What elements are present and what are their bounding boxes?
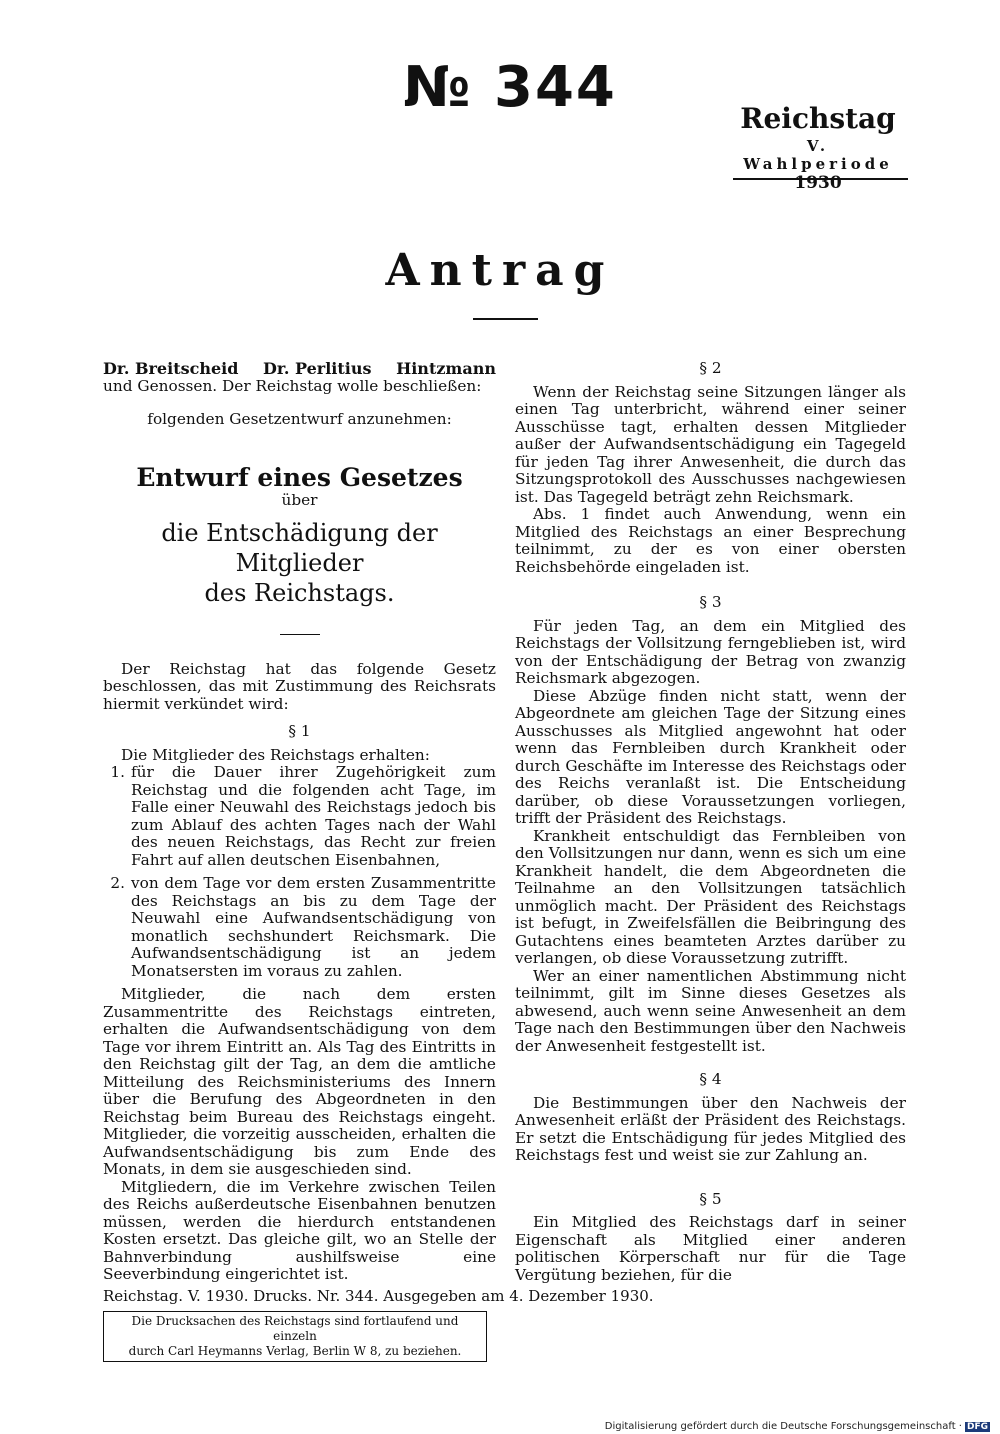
paragraph: Diese Abzüge finden nicht statt, wenn der Abgeordnete am gleichen Tage der Sitzung eines Ausschusses als Mitglied angewohnt hat oder wenn das Fernbleiben durch Krankheit oder durch Geschäfte im Interesse des Reichstags oder des Reichs veranlaßt ist. Die Entscheidung darüber, ob diese Voraussetzungen vorliegen, trifft der Präsident des Reichstags. bbox=[515, 686, 906, 827]
digitization-credit-text: Digitalisierung gefördert durch die Deutsche Forschungsgemeinschaft · bbox=[604, 1421, 962, 1432]
section-heading: § 3 bbox=[699, 593, 722, 611]
sponsor-name: Hintzmann bbox=[396, 359, 496, 378]
paragraph: Mitglieder, die nach dem ersten Zusammentritte des Reichstags eintreten, erhalten die Aufwandsentschädigung von dem Tage vor ihrem Eintritt an. Als Tag des Eintritts in den Reichstag gilt der Tag, an dem die amtliche Mitteilung des Reichsministeriums des Innern über die Berufung des Abgeordneten in den Reichstag beim Bureau des Reichstags eingeht. Mitglieder, die vorzeitig ausscheiden, erhalten die Aufwandsentschädigung bis zum Ende des Monats, in dem sie ausgeschieden sind. bbox=[103, 985, 496, 1178]
law-subject-line-1: die Entschädigung der Mitglieder bbox=[161, 518, 438, 577]
paragraph: Für jeden Tag, an dem ein Mitglied des Reichstags der Vollsitzung ferngeblieben ist, wird von der Entschädigung der Betrag von zwanzig Reichsmark abgezogen. bbox=[515, 616, 906, 687]
preamble: Der Reichstag hat das folgende Gesetz beschlossen, das mit Zustimmung des Reichsrats hiermit verkündet wird: bbox=[103, 659, 496, 713]
election-period: V. Wahlperiode bbox=[743, 137, 893, 173]
list-number: 2. bbox=[110, 874, 125, 892]
reichstag-title: Reichstag bbox=[740, 102, 896, 135]
document-number: № 344 bbox=[403, 55, 617, 120]
section-heading: § 2 bbox=[699, 359, 722, 377]
list-text: von dem Tage vor dem ersten Zusammentritte des Reichstags an bis zu dem Tage der Neuwahl eine Aufwandsentschädigung von monatlich sechshundert Reichsmark. Die Aufwandsentschädigung ist an jedem Monatsersten im voraus zu zahlen. bbox=[131, 874, 496, 980]
divider bbox=[280, 634, 320, 635]
list-item bbox=[103, 764, 496, 869]
paragraph: Ein Mitglied des Reichstags darf in seiner Eigenschaft als Mitglied einer anderen politischen Körperschaft nur für die Tage Vergütung beziehen, für die bbox=[515, 1213, 906, 1284]
sponsor-list bbox=[103, 360, 496, 378]
list-number: 1. bbox=[110, 763, 125, 781]
page-title: Antrag bbox=[385, 245, 615, 296]
publisher-notice-line-2: durch Carl Heymanns Verlag, Berlin W 8, zu beziehen. bbox=[128, 1344, 462, 1358]
title-rule bbox=[473, 318, 538, 320]
sponsor-name: Dr. Perlitius bbox=[263, 359, 372, 378]
sponsor-name: Dr. Breitscheid bbox=[103, 359, 239, 378]
list-item bbox=[103, 875, 496, 980]
paragraph: Die Bestimmungen über den Nachweis der Anwesenheit erläßt der Präsident des Reichstags. Er setzt die Entschädigung für jedes Mitglied des Reichstags fest und weist sie zur Zahlung an. bbox=[515, 1093, 906, 1164]
right-column bbox=[515, 360, 906, 1284]
left-column bbox=[103, 360, 496, 1284]
paragraph: Abs. 1 findet auch Anwendung, wenn ein Mitglied des Reichstags an einer Besprechung teilnimmt, zu der es von einer obersten Reichsbehörde eingeladen ist. bbox=[515, 505, 906, 576]
paragraph: Krankheit entschuldigt das Fernbleiben von den Vollsitzungen nur dann, wenn es sich um eine Krankheit handelt, die dem Abgeordneten die Teilnahme an den Vollsitzungen tatsächlich unmöglich macht. Der Präsident des Reichstags ist befugt, in Zweifelsfällen die Beibringung des Gutachtens eines beamteten Arztes darüber zu verlangen, ob diese Voraussetzung zutrifft. bbox=[515, 826, 906, 967]
print-info: Reichstag. V. 1930. Drucks. Nr. 344. Ausgegeben am 4. Dezember 1930. bbox=[103, 1287, 654, 1305]
year: 1930 bbox=[794, 173, 842, 193]
draft-title: Entwurf eines Gesetzes bbox=[136, 462, 463, 492]
digitization-credit bbox=[605, 1421, 990, 1432]
paragraph: Mitgliedern, die im Verkehre zwischen Teilen des Reichs außerdeutsche Eisenbahnen benutzen müssen, werden die hierdurch entstandenen Kosten ersetzt. Das gleiche gilt, wo an Stelle der Bahnverbindung aushilfsweise eine Seeverbindung eingerichtet ist. bbox=[103, 1177, 496, 1283]
dfg-logo: DFG bbox=[966, 1422, 988, 1432]
header-rule bbox=[733, 178, 908, 180]
section-heading: § 1 bbox=[288, 722, 311, 740]
law-subject-line-2: des Reichstags. bbox=[204, 578, 395, 607]
motion-text: folgenden Gesetzentwurf anzunehmen: bbox=[147, 410, 452, 428]
section-intro: Die Mitglieder des Reichstags erhalten: bbox=[121, 745, 430, 764]
ueber-text: über bbox=[281, 491, 318, 509]
list-text: für die Dauer ihrer Zugehörigkeit zum Reichstag und die folgenden acht Tage, im Falle einer Neuwahl des Reichstags jedoch bis zum Ablauf des achten Tages nach der Wahl des neuen Reichstags, das Recht zur freien Fahrt auf allen deutschen Eisenbahnen, bbox=[131, 763, 496, 869]
paragraph: Wer an einer namentlichen Abstimmung nicht teilnimmt, gilt im Sinne dieses Gesetzes als abwesend, auch wenn seine Anwesenheit an dem Tage nach den Bestimmungen über den Nachweis der Anwesenheit festgestellt ist. bbox=[515, 966, 906, 1055]
section-heading: § 5 bbox=[699, 1189, 722, 1208]
publisher-notice bbox=[103, 1311, 487, 1362]
intro-text: und Genossen. Der Reichstag wolle beschließen: bbox=[103, 376, 482, 395]
section-heading: § 4 bbox=[699, 1070, 722, 1088]
publisher-notice-line-1: Die Drucksachen des Reichstags sind fortlaufend und einzeln bbox=[131, 1314, 459, 1343]
paragraph: Wenn der Reichstag seine Sitzungen länger als einen Tag unterbricht, während einer seiner Ausschüsse tagt, erhalten dessen Mitglieder außer der Aufwandsentschädigung ein Tagegeld für jeden Tag ihrer Anwesenheit, die durch das Sitzungsprotokoll des Ausschusses nachgewiesen ist. Das Tagegeld beträgt zehn Reichsmark. bbox=[515, 382, 906, 506]
